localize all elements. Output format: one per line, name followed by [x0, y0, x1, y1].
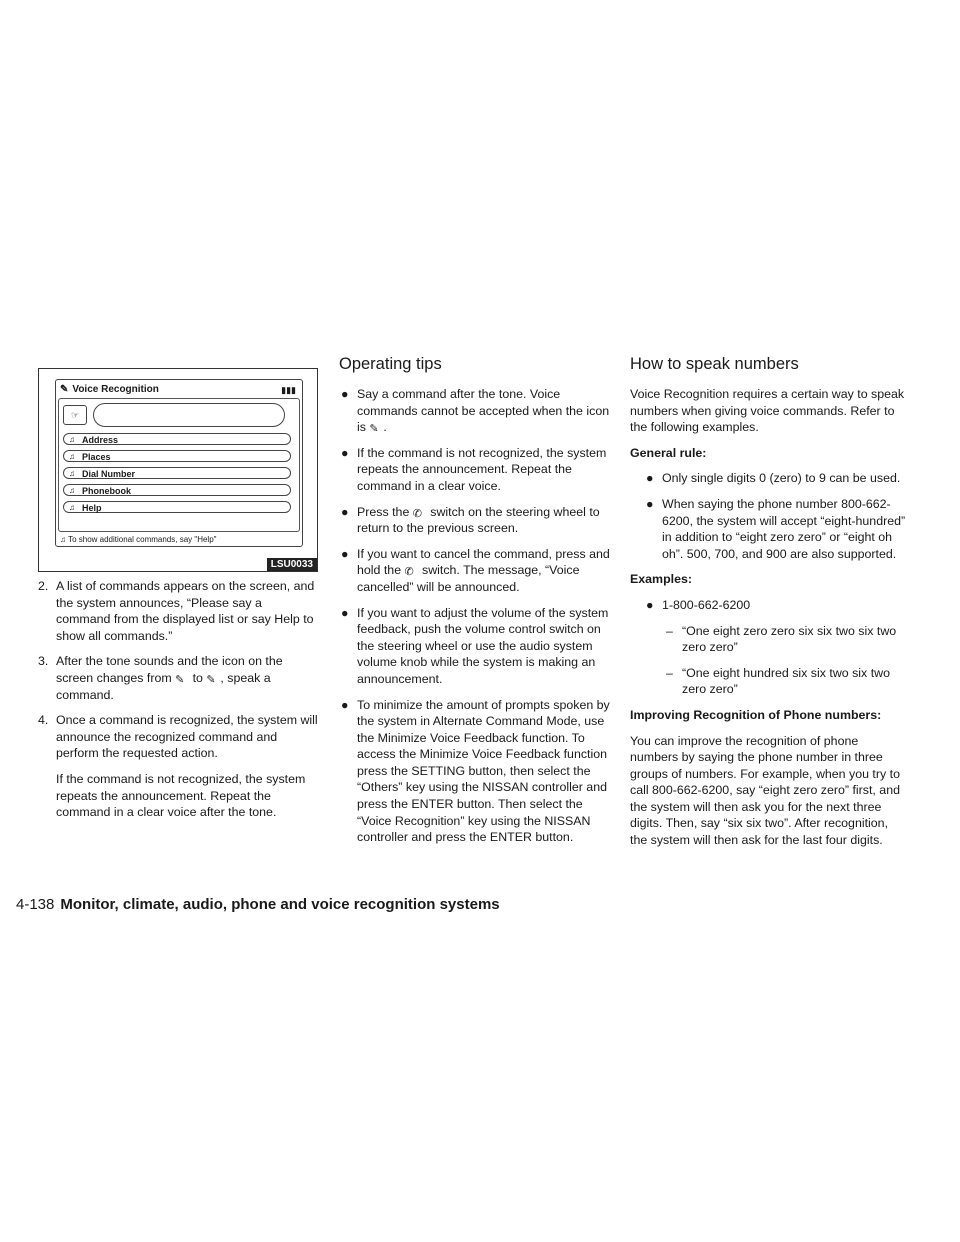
improving-text: You can improve the recognition of phone numbers by saying the phone number in three groups of numbers. For example, when you try to call 800-662-6200, say “eight zero zero” first, and the system will then ask you for the next three digits. Then, say “six six two”. After recognition, the system will then ask for the last four digits. [630, 733, 900, 848]
column-speak-numbers [630, 354, 906, 858]
mic-icon: ♫ [69, 469, 75, 478]
intro-text: Voice Recognition requires a certain way to speak numbers when giving voice commands. Refer to the following examples. [630, 387, 905, 435]
mic-icon: ♫ [69, 503, 75, 512]
step-2: 2. A list of commands appears on the screen, and the system announces, “Please say a command from the displayed list or say Help to show all commands.” [38, 579, 315, 643]
chapter-title: Monitor, climate, audio, phone and voice recognition systems [60, 896, 500, 913]
step-4-continued: If the command is not recognized, the system repeats the announcement. Repeat the command in a clear voice after the tone. [56, 771, 306, 820]
tip-item: ● If you want to cancel the command, press and hold the ✆ switch. The message, “Voice cancelled” will be announced. [341, 546, 610, 594]
voice-icon: ✎ [175, 673, 185, 686]
voice-ready-icon: ✎ [206, 673, 216, 686]
voice-icon: ✎ [60, 384, 69, 395]
heading-speak-numbers: How to speak numbers [630, 355, 799, 373]
command-item: ♫ Dial Number [63, 467, 291, 479]
command-item: ♫ Phonebook [63, 484, 291, 496]
rule-item: ● Only single digits 0 (zero) to 9 can be used. [646, 471, 901, 486]
command-panel [58, 398, 300, 532]
screen-mockup [55, 379, 303, 547]
figure-voice-recognition-screen [38, 368, 318, 572]
example-item: – “One eight hundred six six two six two zero zero” [666, 665, 890, 697]
command-item: ♫ Address [63, 433, 291, 445]
page-footer [16, 896, 500, 913]
tip-item: ● Press the ✆ switch on the steering wheel to return to the previous screen. [341, 504, 600, 536]
page-number: 4-138 [16, 896, 55, 913]
screen-title: ✎ Voice Recognition [60, 384, 159, 395]
heading-operating-tips: Operating tips [339, 355, 442, 373]
column-operating-tips [339, 354, 611, 855]
tip-item: ● If you want to adjust the volume of the system feedback, push the volume control switch on the steering wheel or use the audio system volume knob while the system is making an announcement. [341, 605, 609, 686]
talk-switch-icon: ✆ [404, 566, 414, 579]
mic-icon: ♫ [69, 435, 75, 444]
signal-icon: ▮▮▮ [281, 385, 296, 395]
example-item: – “One eight zero zero six six two six two zero zero” [666, 623, 897, 655]
voice-icon: ✎ [369, 423, 379, 436]
example-number: ● 1-800-662-6200 [646, 597, 751, 612]
improving-label: Improving Recognition of Phone numbers: [630, 707, 882, 722]
talk-switch-icon: ✆ [412, 507, 423, 520]
step-3: 3. After the tone sounds and the icon on the screen changes from ✎ to ✎ , speak a command. [38, 654, 283, 702]
step-4: 4. Once a command is recognized, the system will announce the recognized command and perform the requested action. [38, 713, 318, 761]
command-item: ♫ Help [63, 501, 291, 513]
voice-input-field [93, 403, 285, 427]
command-item: ♫ Places [63, 450, 291, 462]
screen-hint: ♫ To show additional commands, say "Help" [60, 535, 217, 544]
figure-code: LSU0033 [267, 558, 317, 571]
column-steps [38, 578, 318, 830]
examples-label: Examples: [630, 572, 692, 587]
mic-icon: ♫ [69, 486, 75, 495]
mic-icon: ♫ [69, 452, 75, 461]
tip-item: ● If the command is not recognized, the system repeats the announcement. Repeat the command in a clear voice. [341, 445, 607, 493]
general-rule-label: General rule: [630, 445, 707, 460]
rule-item: ● When saying the phone number 800-662-6200, the system will accept “eight-hundred” in addition to “eight zero zero” or “eight oh oh”. 500, 700, and 900 are also supported. [646, 496, 906, 561]
tip-item: ● Say a command after the tone. Voice commands cannot be accepted when the icon is ✎ . [341, 387, 610, 436]
speaker-icon: ☞ [63, 405, 87, 425]
tip-item: ● To minimize the amount of prompts spoken by the system in Alternate Command Mode, use the Minimize Voice Feedback function. To access the Minimize Voice Feedback function press the SETTING button, then select the “Others” key using the NISSAN controller and press the ENTER button. Then select the “Voice Recognition” key using the NISSAN controller and press the ENTER button. [341, 697, 610, 845]
